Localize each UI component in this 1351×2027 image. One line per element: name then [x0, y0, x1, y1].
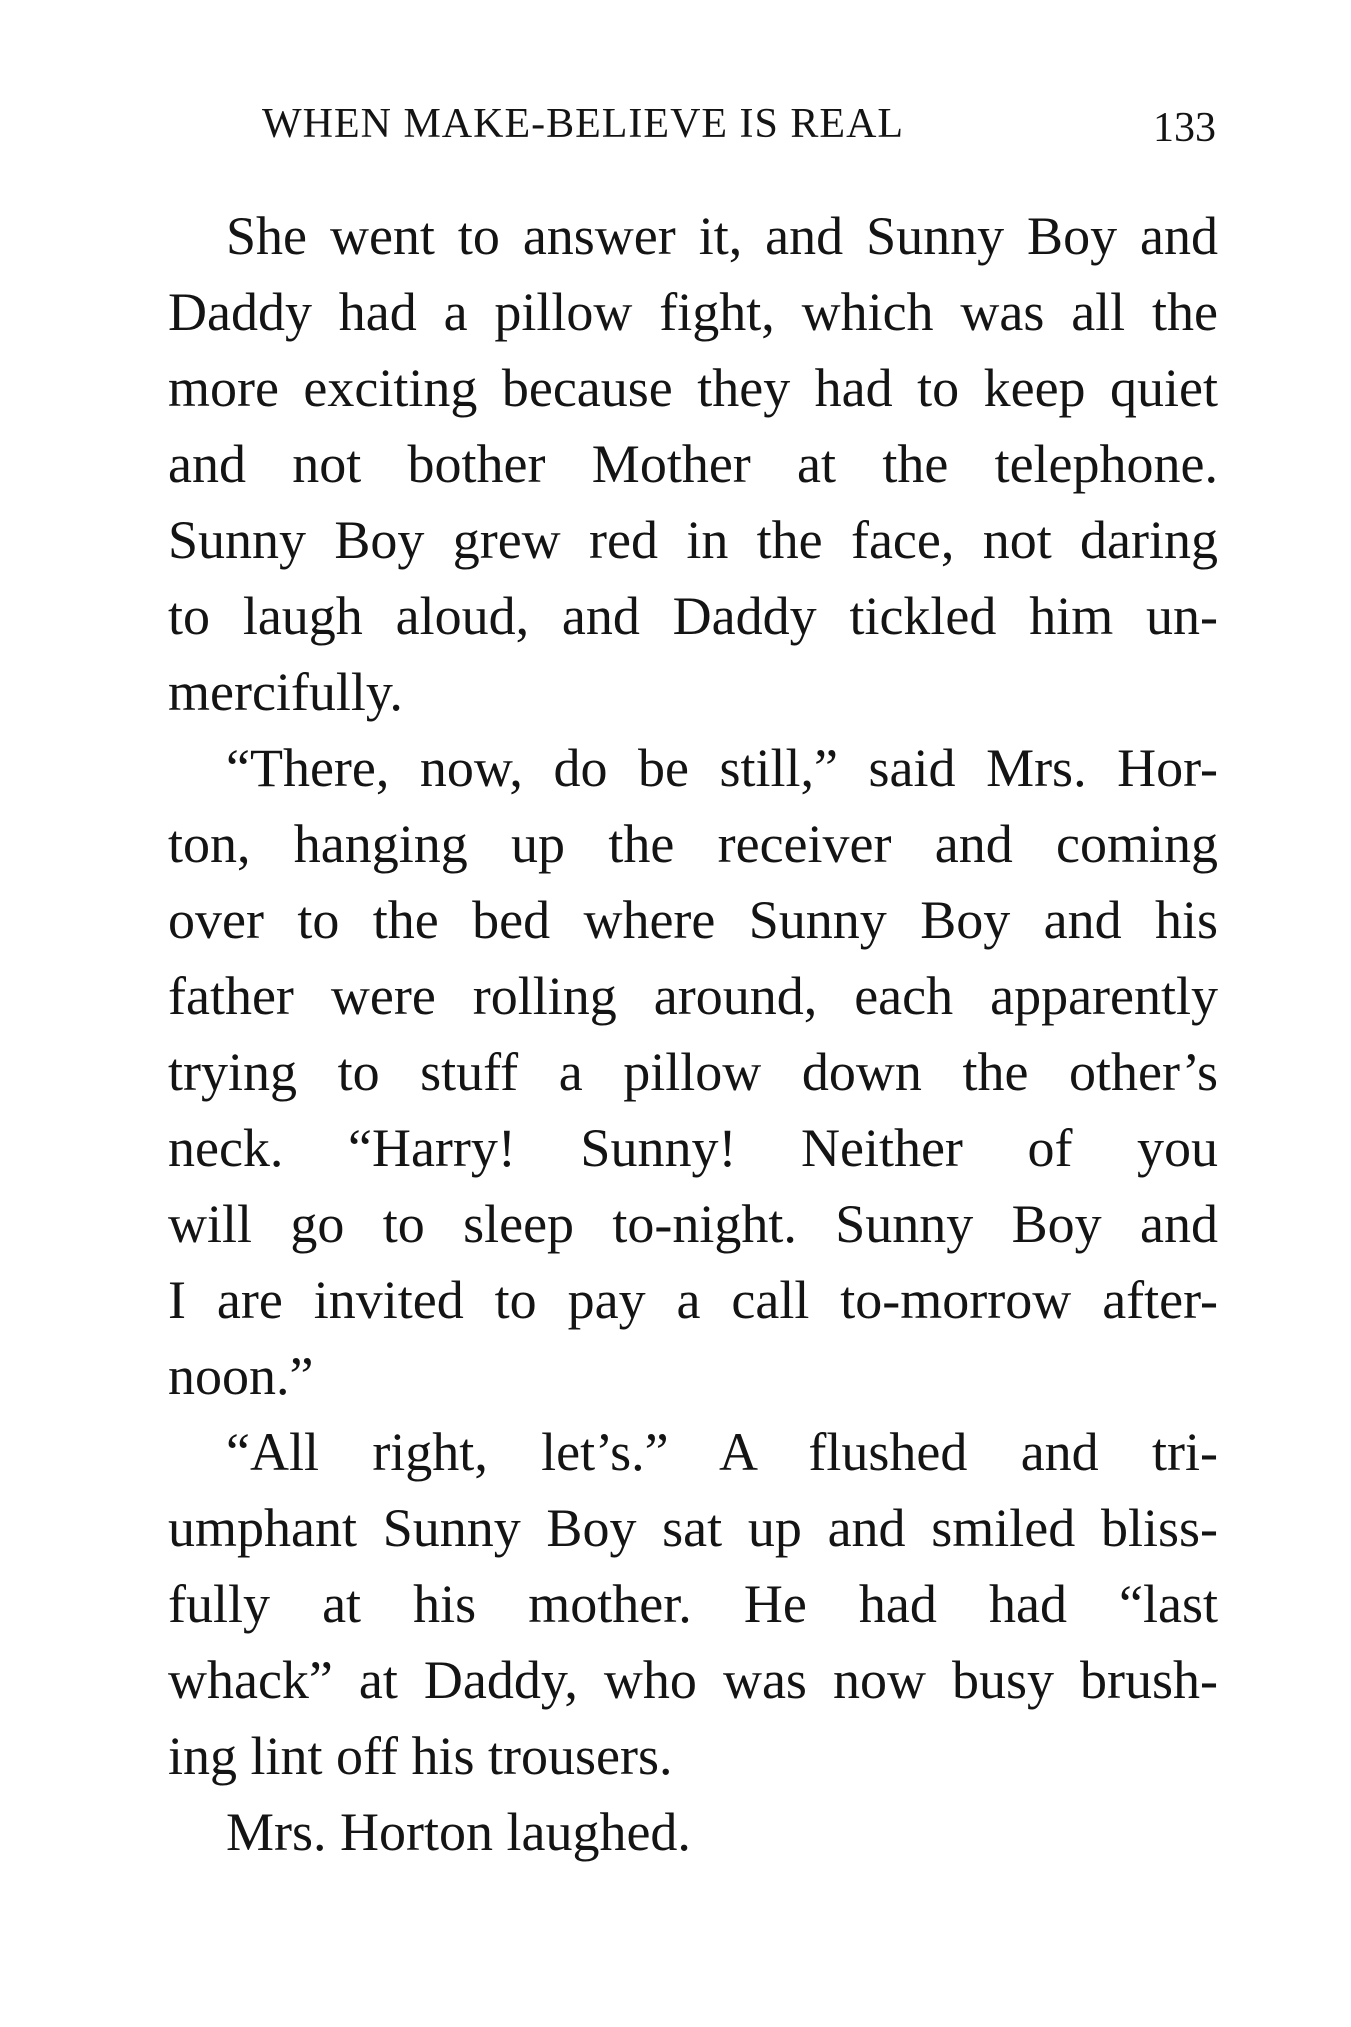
body-text: [168, 198, 1218, 1870]
text-line: I are invited to pay a call to-morrow after-: [168, 1270, 1218, 1330]
text-line: and not bother Mother at the telephone.: [168, 434, 1218, 494]
text-line: more exciting because they had to keep quiet: [168, 358, 1218, 418]
running-head: [262, 100, 1216, 160]
text-line: Mrs. Horton laughed.: [226, 1802, 691, 1862]
text-line: “All right, let’s.” A flushed and tri-: [226, 1422, 1218, 1482]
running-title: WHEN MAKE-BELIEVE IS REAL: [262, 101, 905, 147]
page-number: 133: [1153, 105, 1216, 151]
text-line: She went to answer it, and Sunny Boy and: [226, 206, 1218, 266]
text-line: father were rolling around, each apparently: [168, 966, 1218, 1026]
text-line: mercifully.: [168, 662, 403, 722]
text-line: to laugh aloud, and Daddy tickled him un-: [168, 586, 1218, 646]
text-line: over to the bed where Sunny Boy and his: [168, 890, 1218, 950]
text-line: fully at his mother. He had had “last: [168, 1574, 1218, 1634]
text-line: Daddy had a pillow fight, which was all the: [168, 282, 1218, 342]
text-line: ton, hanging up the receiver and coming: [168, 814, 1218, 874]
text-line: ing lint off his trousers.: [168, 1726, 673, 1786]
text-line: umphant Sunny Boy sat up and smiled bliss-: [168, 1498, 1218, 1558]
text-line: whack” at Daddy, who was now busy brush-: [168, 1650, 1218, 1710]
text-line: Sunny Boy grew red in the face, not daring: [168, 510, 1218, 570]
text-line: will go to sleep to-night. Sunny Boy and: [168, 1194, 1218, 1254]
text-line: “There, now, do be still,” said Mrs. Hor-: [226, 738, 1218, 798]
text-line: trying to stuff a pillow down the other’s: [168, 1042, 1218, 1102]
text-line: noon.”: [168, 1346, 314, 1406]
text-line: neck. “Harry! Sunny! Neither of you: [168, 1118, 1218, 1178]
